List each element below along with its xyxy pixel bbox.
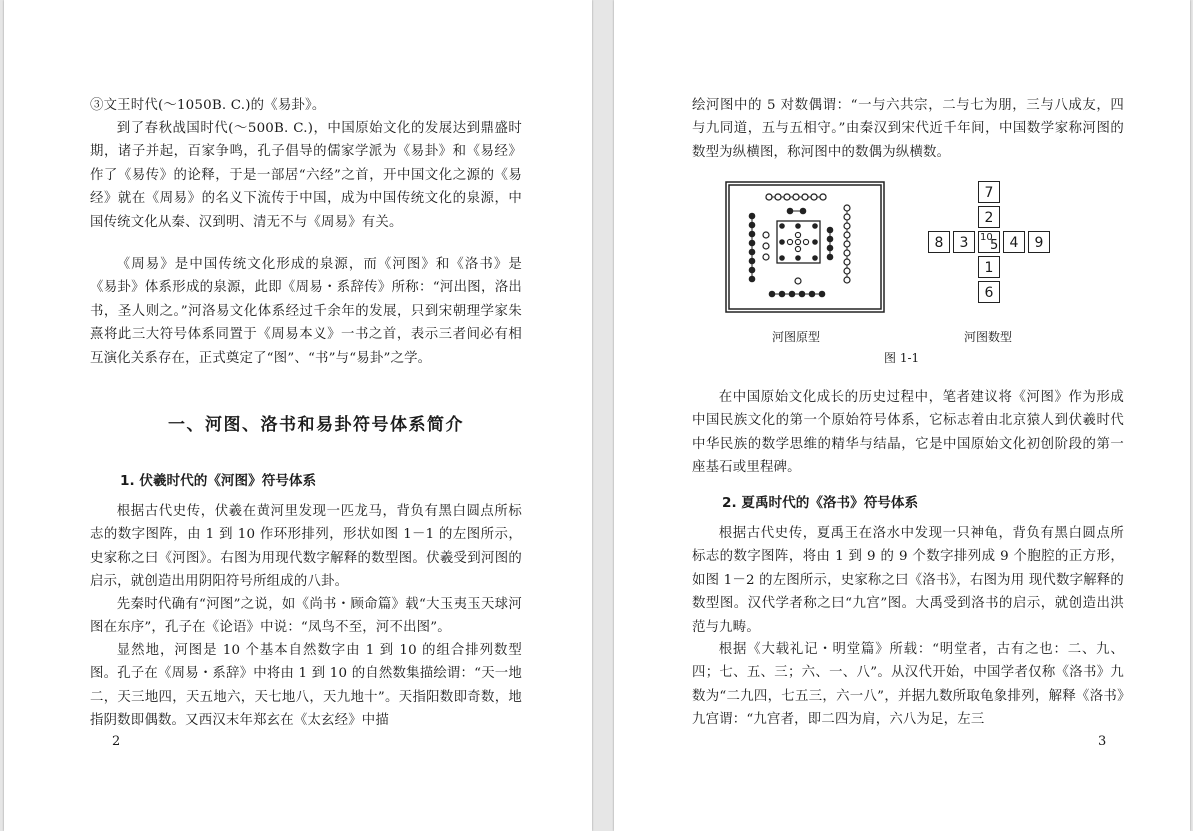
hetu-diagram	[724, 180, 886, 314]
left-page	[4, 0, 592, 831]
grid-cell-right-inner: 4	[1003, 231, 1025, 253]
paragraph: 在中国原始文化成长的历史过程中，笔者建议将《河图》作为形成中国民族文化的第一个原始符号体系，它标志着由北京猿人到伏羲时代中华民族的数学思维的精华与结晶，它是中国原始文化初创阶段的第一座基石或里程碑。	[692, 390, 1124, 476]
right-page	[614, 0, 1190, 831]
figure-number: 图 1-1	[884, 351, 920, 365]
page-number: 3	[1098, 734, 1107, 749]
subsection-title: 2. 夏禹时代的《洛书》符号体系	[722, 495, 919, 511]
figure-caption-right: 河图数型	[964, 330, 1013, 344]
grid-center-small-number: 10	[980, 232, 993, 243]
paragraph: 显然地，河图是 10 个基本自然数字由 1 到 10 的组合排列数型图。孔子在《周易・系辞》中将由 1 到 10 的自然数集描绘谓：“天一地二，天三地四，天五地六，天七地八，天九地十”。天指阳数即奇数，地指阴数即偶数。又西汉末年郑玄在《太玄经》中描	[90, 643, 522, 729]
paragraph: 根据古代史传，伏羲在黄河里发现一匹龙马，背负有黑白圆点所标志的数字图阵，由 1 到 10 作环形排列，形状如图 1－1 的左图所示，史家称之曰《河图》。右图为用现代数字解释的数型图。伏羲受到河图的启示，就创造出用阴阳符号所组成的八卦。	[90, 504, 522, 590]
paragraph: 《周易》是中国传统文化形成的泉源，而《河图》和《洛书》是《易卦》体系形成的泉源，此即《周易・系辞传》所称：“河出图，洛出书，圣人则之。”河洛易文化体系经过千余年的发展，只到宋朝理学家朱熹将此三大符号体系同置于《周易本义》一书之首，表示三者间必有相互演化关系存在，正式奠定了“图”、“书”与“易卦”之学。	[90, 257, 522, 366]
subsection-title: 1. 伏羲时代的《河图》符号体系	[120, 473, 317, 489]
grid-cell-bottom-inner: 1	[978, 256, 1000, 278]
grid-cell-top-inner: 2	[978, 206, 1000, 228]
grid-cell-bottom-outer: 6	[978, 281, 1000, 303]
figure-caption-left: 河图原型	[772, 330, 821, 344]
grid-cell-top-outer: 7	[978, 181, 1000, 203]
paragraph: ③文王时代(～1050B. C.)的《易卦》。	[90, 98, 326, 113]
paragraph: 到了春秋战国时代(～500B. C.)，中国原始文化的发展达到鼎盛时期，诸子并起，百家争鸣，孔子倡导的儒家学派为《易卦》和《易经》作了《易传》的论释，于是一部居“六经”之首，开中国文化之源的《易经》就在《周易》的名义下流传于中国，成为中国传统文化的泉源，中国传统文化从秦、汉到明、清无不与《周易》有关。	[90, 121, 522, 230]
hetu-dots-figure	[724, 180, 886, 314]
paragraph: 绘河图中的 5 对数偶谓：“一与六共宗，二与七为朋，三与八成友，四与九同道，五与五相守。”由秦汉到宋代近千年间，中国数学家称河图的数型为纵横图，称河图中的数偶为纵横数。	[692, 98, 1124, 160]
grid-cell-left-outer: 8	[928, 231, 950, 253]
grid-cell-center	[978, 231, 1000, 253]
paragraph: 根据《大载礼记・明堂篇》所载：“明堂者，古有之也：二、九、四；七、五、三；六、一、八”。从汉代开始，中国学者仅称《洛书》九数为“二九四，七五三，六一八”，并据九数所取龟象排列，解释《洛书》九宫谓：“九宫者，即二四为肩，六八为足，左三	[692, 642, 1124, 728]
page-number: 2	[112, 734, 121, 749]
paragraph: 先秦时代确有“河图”之说，如《尚书・顾命篇》载“大玉夷玉天球河图在东序”，孔子在《论语》中说：“凤鸟不至，河不出图”。	[90, 597, 522, 636]
grid-cell-left-inner: 3	[953, 231, 975, 253]
section-title: 一、河图、洛书和易卦符号体系简介	[168, 415, 464, 435]
hetu-number-grid	[928, 181, 1068, 307]
paragraph: 根据古代史传，夏禹王在洛水中发现一只神龟，背负有黑白圆点所标志的数字图阵，将由 1 到 9 的 9 个数字排列成 9 个胞腔的正方形，如图 1－2 的左图所示，史家称之曰《洛书》，右图为用 现代数字解释的数型图。汉代学者称之曰“九宫”图。大禹受到洛书的启示，就创造出洪范与九畴。	[692, 526, 1124, 635]
grid-cell-right-outer: 9	[1028, 231, 1050, 253]
grid-center-number: 5	[990, 238, 999, 253]
